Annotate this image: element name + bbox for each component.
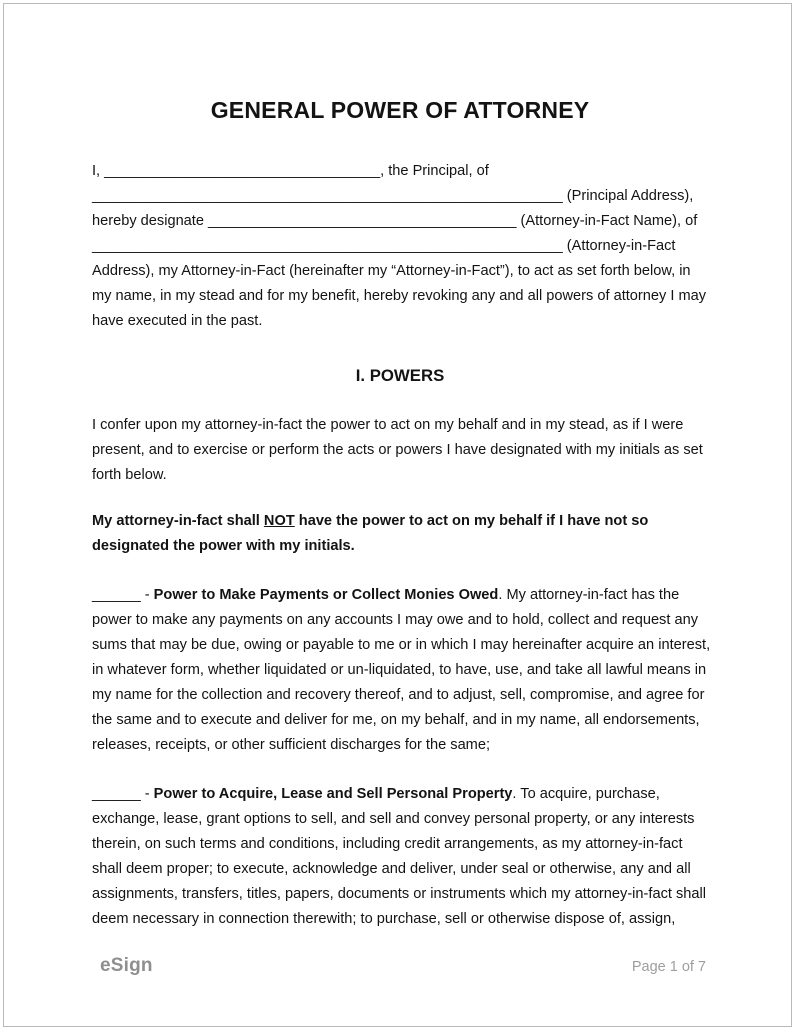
paragraph-line: I confer upon my attorney-in-fact the power to act on my behalf and in my stead, as if I were	[92, 417, 684, 433]
powers-heading: I. POWERS	[355, 366, 445, 385]
paragraph-line: my name, in my stead and for my benefit, hereby revoking any and all powers of attorney I may	[92, 288, 707, 304]
paragraph-line: releases, receipts, or other sufficient discharges for the same;	[92, 737, 491, 753]
paragraph-line: ______ - Power to Acquire, Lease and Sell Personal Property. To acquire, purchase,	[92, 786, 660, 802]
paragraph-line: my name for the collection and recovery thereof, and to adjust, sell, compromise, and agree for	[92, 687, 705, 703]
paragraph-line: __________________________________________________________ (Principal Address),	[92, 188, 694, 204]
opening	[92, 159, 708, 334]
powers-intro	[92, 413, 708, 488]
paragraph-line: I, __________________________________, the Principal, of	[92, 163, 489, 179]
document-page	[3, 3, 792, 1027]
document-body	[92, 159, 711, 932]
document-content	[92, 4, 711, 932]
paragraph-line: __________________________________________________________ (Attorney-in-Fact	[92, 238, 676, 254]
page-footer	[92, 953, 706, 980]
page-number-label: Page 1 of 7	[631, 959, 706, 975]
initials-notice	[92, 509, 708, 559]
paragraph-line: My attorney-in-fact shall NOT have the power to act on my behalf if I have not so	[92, 513, 649, 529]
paragraph-line: hereby designate ______________________________________ (Attorney-in-Fact Name), of	[92, 213, 698, 229]
power-personal-property	[92, 782, 708, 932]
power-payments	[92, 583, 711, 758]
paragraph-line: designated the power with my initials.	[92, 538, 355, 554]
paragraph-line: in whatever form, whether liquidated or un-liquidated, to have, use, and take all lawful means in	[92, 662, 707, 678]
paragraph-line: shall deem proper; to execute, acknowledge and deliver, under seal or otherwise, any and all	[92, 861, 691, 877]
paragraph-line: exchange, lease, grant options to sell, and sell and convey personal property, or any interests	[92, 811, 695, 827]
paragraph-line: power to make any payments on any accounts I may owe and to hold, collect and request any	[92, 612, 698, 628]
paragraph-line: ______ - Power to Make Payments or Collect Monies Owed. My attorney-in-fact has the	[92, 587, 680, 603]
paragraph-line: present, and to exercise or perform the acts or powers I have designated with my initials as set	[92, 442, 703, 458]
paragraph-line: assignments, transfers, titles, papers, documents or instruments which my attorney-in-fact shall	[92, 886, 706, 902]
paragraph-line: forth below.	[92, 467, 167, 483]
paragraph-line: the same and to execute and deliver for me, on my behalf, and in my name, all endorsements,	[92, 712, 700, 728]
paragraph-line: deem necessary in connection therewith; to purchase, sell or otherwise dispose of, assign,	[92, 911, 676, 927]
esign-logo: eSign	[100, 955, 153, 976]
paragraph-line: have executed in the past.	[92, 313, 263, 329]
paragraph-line: sums that may be due, owing or payable to me or in which I may hereinafter acquire an interest,	[92, 637, 711, 653]
paragraph-line: therein, on such terms and conditions, including credit arrangements, as my attorney-in-fact	[92, 836, 683, 852]
document-title: GENERAL POWER OF ATTORNEY	[210, 97, 590, 123]
paragraph-line: Address), my Attorney-in-Fact (hereinafter my “Attorney-in-Fact”), to act as set forth below, in	[92, 263, 691, 279]
